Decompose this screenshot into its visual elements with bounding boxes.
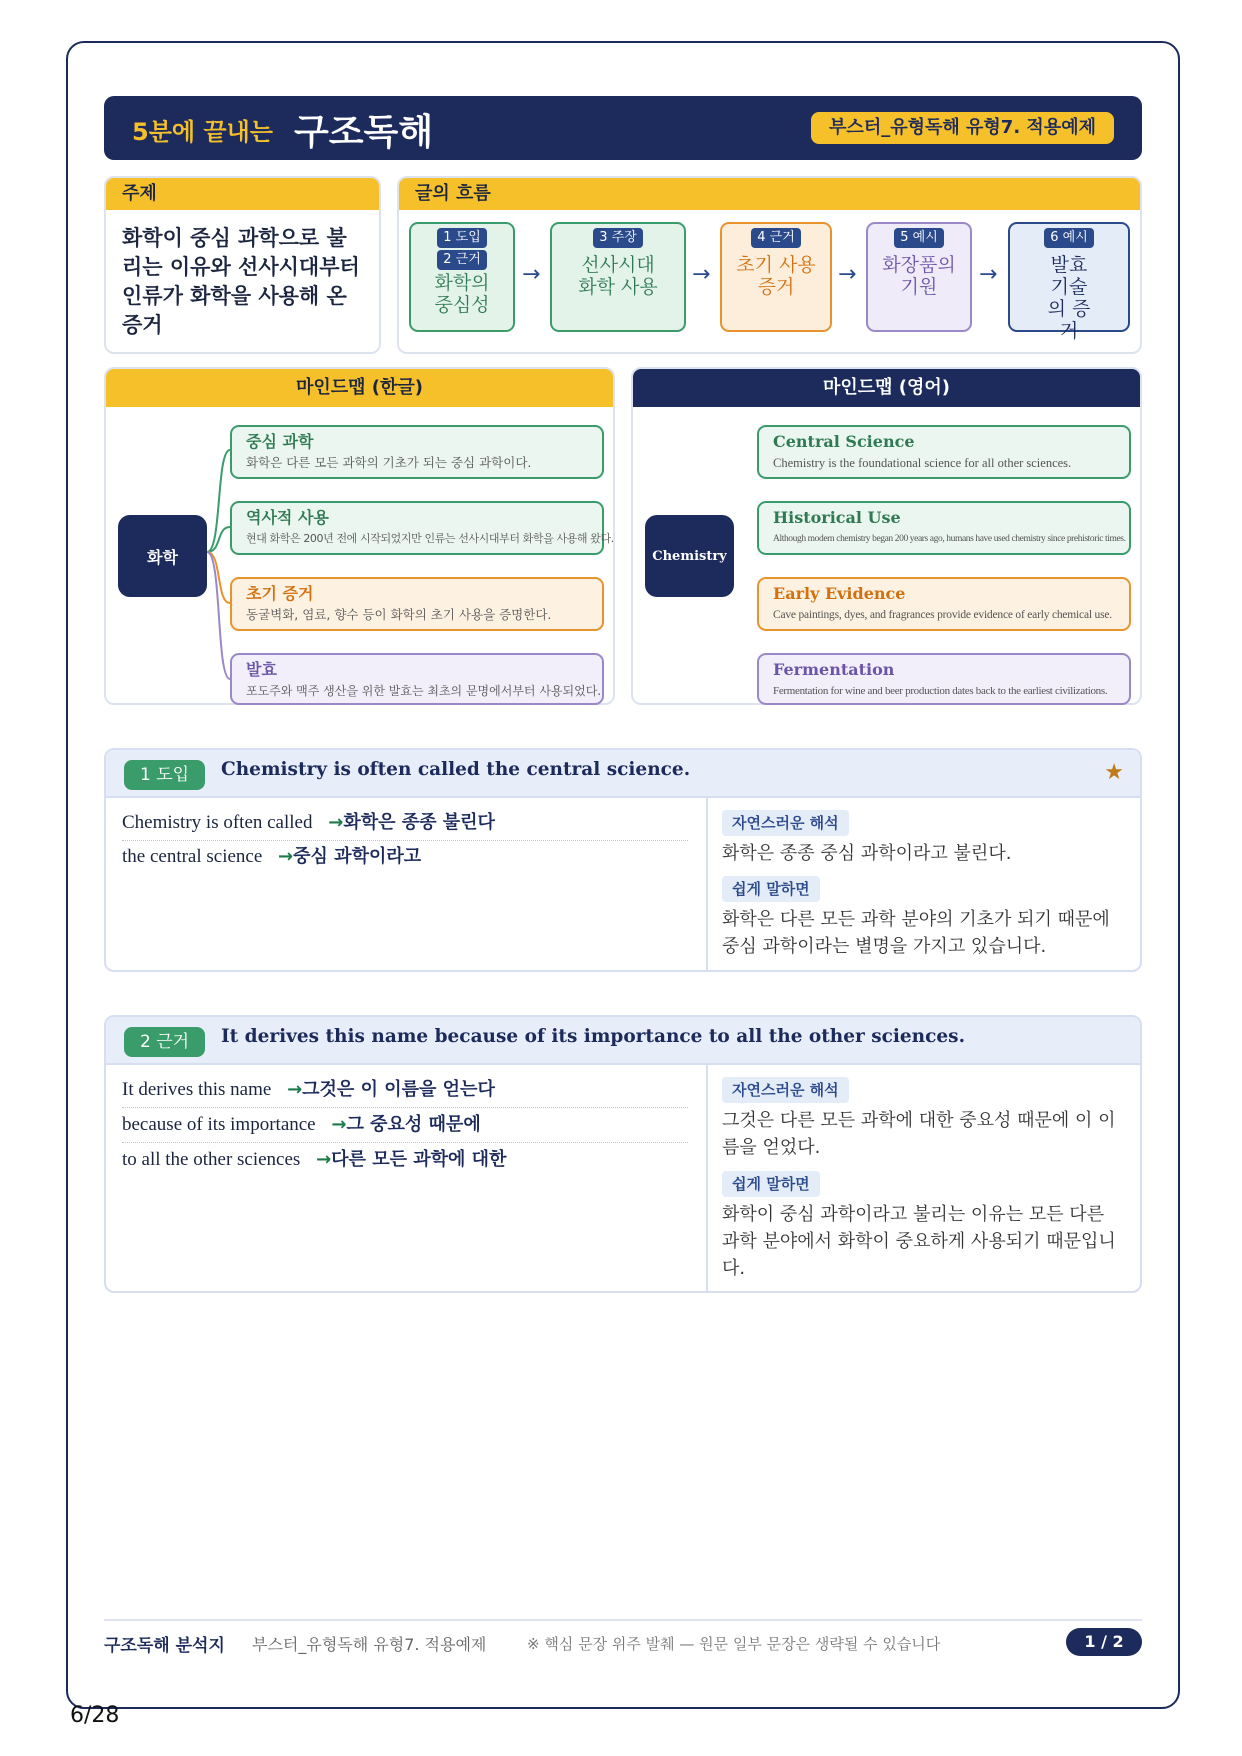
flow-step-tag: 6 예시 xyxy=(1044,228,1094,248)
header-badge: 부스터_유형독해 유형7. 적용예제 xyxy=(811,112,1114,144)
chunk-en: because of its importance xyxy=(122,1114,316,1135)
mindmap-node-desc: Cave paintings, dyes, and fragrances provide evidence of early chemical use. xyxy=(773,609,1112,621)
easy-text: 화학이 중심 과학이라고 불리는 이유는 모든 다른 과학 분야에서 화학이 중요하게 사용되기 때문입니다. xyxy=(722,1204,1116,1279)
easy-text: 화학은 다른 모든 과학 분야의 기초가 되기 때문에 중심 과학이라는 별명을 가지고 있습니다. xyxy=(722,909,1110,957)
mindmap-node-title: 중심 과학 xyxy=(246,432,314,451)
chunk-en: the central science xyxy=(122,846,263,867)
footer-note: ※ 핵심 문장 위주 발췌 — 원문 일부 문장은 생략될 수 있습니다 xyxy=(527,1635,941,1653)
topic-label: 주제 xyxy=(106,178,379,210)
mindmap-ko-node xyxy=(230,577,604,631)
chunk-row: because of its importance →그 중요성 때문에 xyxy=(122,1108,688,1143)
chunk-ko: 다른 모든 과학에 대한 xyxy=(331,1149,507,1170)
section-tag: 2 근거 xyxy=(124,1027,205,1057)
mindmap-node-title: 발효 xyxy=(246,660,277,679)
footer-title: 구조독해 분석지 xyxy=(104,1636,225,1656)
chunk-list xyxy=(106,1065,708,1291)
mindmap-node-desc: Fermentation for wine and beer production dates back to the earliest civilizations. xyxy=(773,685,1108,697)
flow-step-tag: 1 도입 xyxy=(437,228,487,248)
chunk-row: It derives this name →그것은 이 이름을 얻는다 xyxy=(122,1073,688,1108)
mindmap-node-title: Central Science xyxy=(773,432,915,451)
chunk-row: Chemistry is often called →화학은 종종 불린다 xyxy=(122,806,688,841)
mindmap-ko-node xyxy=(230,501,614,555)
mindmap-en-node xyxy=(757,425,1131,479)
mindmap-node-title: Early Evidence xyxy=(773,584,906,603)
easy-label: 쉽게 말하면 xyxy=(722,1171,820,1197)
chunk-en: It derives this name xyxy=(122,1079,272,1100)
mindmap-node-title: 초기 증거 xyxy=(246,584,314,603)
mindmap-en-node xyxy=(757,653,1131,705)
natural-text: 화학은 종종 중심 과학이라고 불린다. xyxy=(722,843,1012,864)
mindmap-en-root: Chemistry xyxy=(645,515,734,597)
flow-step-label: 초기 사용 증거 xyxy=(736,254,816,298)
section-sentence: Chemistry is often called the central science. xyxy=(221,759,691,780)
mindmap-node-title: 역사적 사용 xyxy=(246,508,329,527)
mindmap-en-label: 마인드맵 (영어) xyxy=(633,369,1140,407)
header-title: 구조독해 xyxy=(294,112,434,153)
mindmap-node-title: Historical Use xyxy=(773,508,901,527)
mindmap-en-node xyxy=(757,501,1131,555)
flow-step-label: 화학의 중심성 xyxy=(434,272,490,316)
mindmap-ko-branch xyxy=(207,450,230,552)
chunk-list xyxy=(106,798,708,970)
section-header xyxy=(106,750,1140,798)
mindmap-node-desc: 동굴벽화, 염료, 향수 등이 화학의 초기 사용을 증명한다. xyxy=(246,607,552,622)
section-tag: 1 도입 xyxy=(124,760,205,790)
section-sentence: It derives this name because of its importance to all the other sciences. xyxy=(221,1026,966,1047)
flow-step-tag: 3 주장 xyxy=(593,228,643,248)
chunk-ko: 그 중요성 때문에 xyxy=(346,1114,481,1135)
flow-step-label: 발효 기술의 증거 xyxy=(1047,254,1091,342)
mindmap-node-desc: 포도주와 맥주 생산을 위한 발효는 최초의 문명에서부터 사용되었다. xyxy=(246,684,602,698)
mindmap-node-desc: Although modern chemistry began 200 years ago, humans have used chemistry since prehistoric times. xyxy=(773,534,1126,544)
chunk-en: to all the other sciences xyxy=(122,1149,301,1170)
natural-label: 자연스러운 해석 xyxy=(722,1077,849,1103)
chunk-ko: 화학은 종종 불린다 xyxy=(343,812,495,833)
chunk-row: the central science →중심 과학이라고 xyxy=(122,846,422,867)
topic-text: 화학이 중심 과학으로 불리는 이유와 선사시대부터 인류가 화학을 사용해 온 증거 xyxy=(122,226,360,337)
star-icon: ★ xyxy=(1104,760,1124,785)
section-header xyxy=(106,1017,1140,1065)
footer-divider xyxy=(104,1619,1142,1621)
flow-step-tag: 2 근거 xyxy=(437,250,487,270)
flow-arrow-icon: → xyxy=(979,262,998,287)
flow-step-tag: 5 예시 xyxy=(894,228,944,248)
header-subtitle: 5분에 끝내는 xyxy=(132,118,273,146)
flow-step-label: 화장품의 기원 xyxy=(882,254,956,298)
natural-text: 그것은 다른 모든 과학에 대한 중요성 때문에 이 이름을 얻었다. xyxy=(722,1110,1116,1158)
flow-arrow-icon: → xyxy=(838,262,857,287)
mindmap-ko-branch xyxy=(207,552,230,603)
chunk-row: to all the other sciences →다른 모든 과학에 대한 xyxy=(122,1149,507,1170)
flow-arrow-icon: → xyxy=(522,262,541,287)
mindmap-node-desc: 화학은 다른 모든 과학의 기초가 되는 중심 과학이다. xyxy=(246,455,532,470)
flow-step-tag: 4 근거 xyxy=(751,228,801,248)
easy-label: 쉽게 말하면 xyxy=(722,876,820,902)
mindmap-ko-node xyxy=(230,653,604,705)
sentence-section-2 xyxy=(104,1015,1142,1293)
mindmap-en-node xyxy=(757,577,1131,631)
chunk-ko: 그것은 이 이름을 얻는다 xyxy=(302,1079,495,1100)
natural-label: 자연스러운 해석 xyxy=(722,810,849,836)
flow-label: 글의 흐름 xyxy=(399,178,1140,210)
mindmap-ko-label: 마인드맵 (한글) xyxy=(106,369,613,407)
mindmap-node-desc: 현대 화학은 200년 전에 시작되었지만 인류는 선사시대부터 화학을 사용해 왔다. xyxy=(246,532,614,545)
page-number: 6/28 xyxy=(70,1703,120,1728)
flow-arrow-icon: → xyxy=(692,262,711,287)
footer-page-badge: 1 / 2 xyxy=(1066,1628,1142,1656)
footer-source: 부스터_유형독해 유형7. 적용예제 xyxy=(252,1635,487,1654)
mindmap-node-desc: Chemistry is the foundational science for all other sciences. xyxy=(773,456,1072,470)
sentence-section-1 xyxy=(104,748,1142,972)
mindmap-node-title: Fermentation xyxy=(773,660,895,679)
flow-step-label: 선사시대 화학 사용 xyxy=(578,254,658,298)
chunk-en: Chemistry is often called xyxy=(122,812,313,833)
mindmap-ko-node xyxy=(230,425,604,479)
mindmap-ko-root: 화학 xyxy=(118,515,207,597)
chunk-ko: 중심 과학이라고 xyxy=(293,846,422,867)
